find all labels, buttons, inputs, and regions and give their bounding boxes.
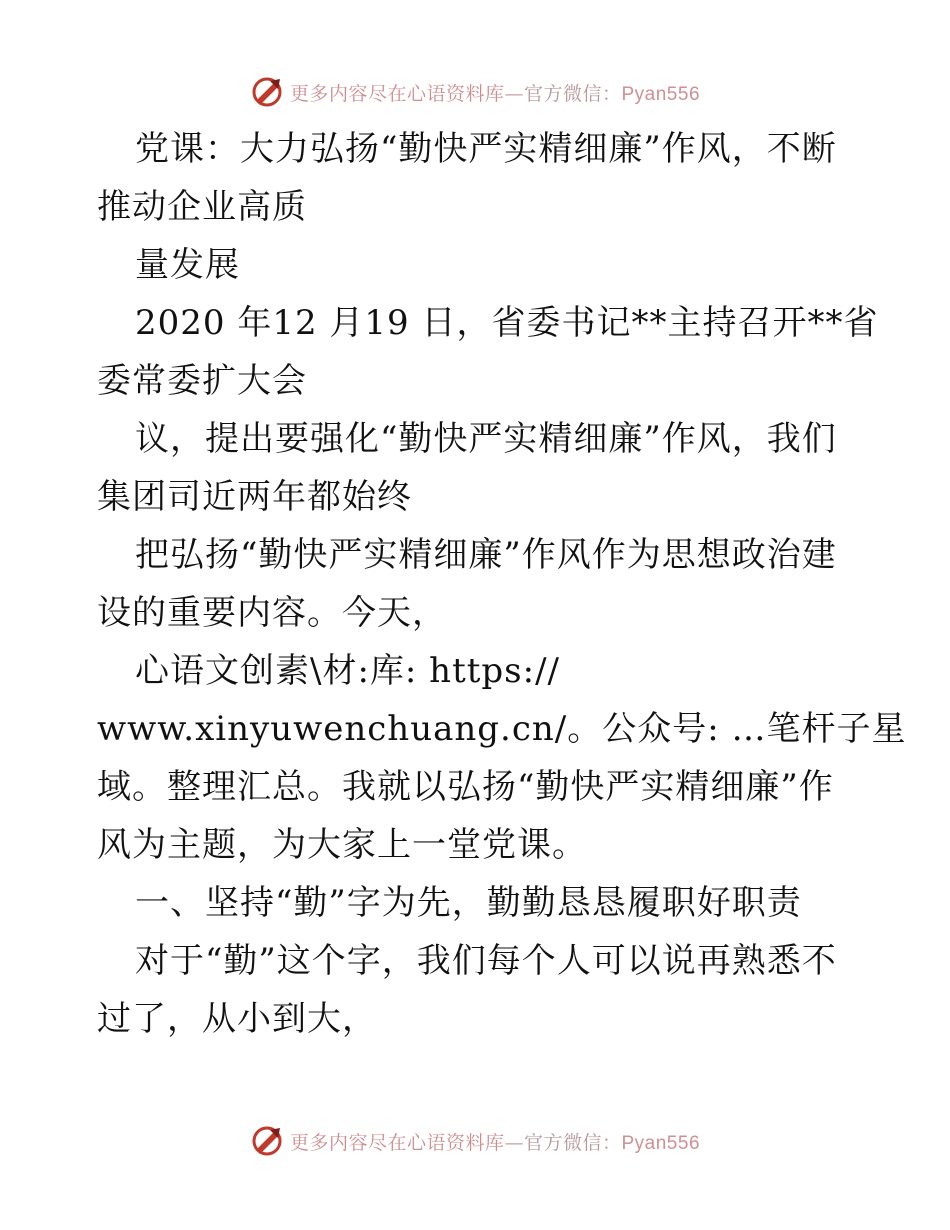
banner-text: 更多内容尽在心语资料库—官方微信：Pyan556 [289,1131,701,1154]
paragraph-line: 风为主题，为大家上一堂党课。 [97,825,587,865]
pen-circle-logo-icon [250,75,284,109]
paragraph-line: 委常委扩大会 [97,361,307,401]
document-body [97,120,907,1048]
paragraph-line: 对于“勤”这个字，我们每个人可以说再熟悉不 [135,941,837,981]
paragraph-line: 设的重要内容。今天， [97,593,447,633]
banner-text: 更多内容尽在心语资料库—官方微信：Pyan556 [289,82,701,105]
paragraph-line: 议，提出要强化“勤快严实精细廉”作风，我们 [135,419,837,459]
paragraph-line: 量发展 [135,245,240,285]
document-title-line-2: 推动企业高质 [97,187,307,227]
section-heading: 一、坚持“勤”字为先，勤勤恳恳履职好职责 [135,883,802,923]
paragraph-line: www.xinyuwenchuang.cn/。公众号: …笔杆子星 [97,709,907,749]
document-title-line-1: 党课：大力弘扬“勤快严实精细廉”作风，不断 [135,129,837,169]
footer-banner [0,1121,950,1161]
paragraph-line: 过了，从小到大， [97,999,377,1039]
paragraph-line: 2020 年12 月19 日，省委书记**主持召开**省 [135,303,879,343]
paragraph-line: 心语文创素\材:库: https:// [135,651,560,691]
paragraph-line: 域。整理汇总。我就以弘扬“勤快严实精细廉”作 [97,767,834,807]
pen-circle-logo-icon [250,1124,284,1158]
paragraph-line: 集团司近两年都始终 [97,477,412,517]
paragraph-line: 把弘扬“勤快严实精细廉”作风作为思想政治建 [135,535,837,575]
header-banner [0,72,950,112]
